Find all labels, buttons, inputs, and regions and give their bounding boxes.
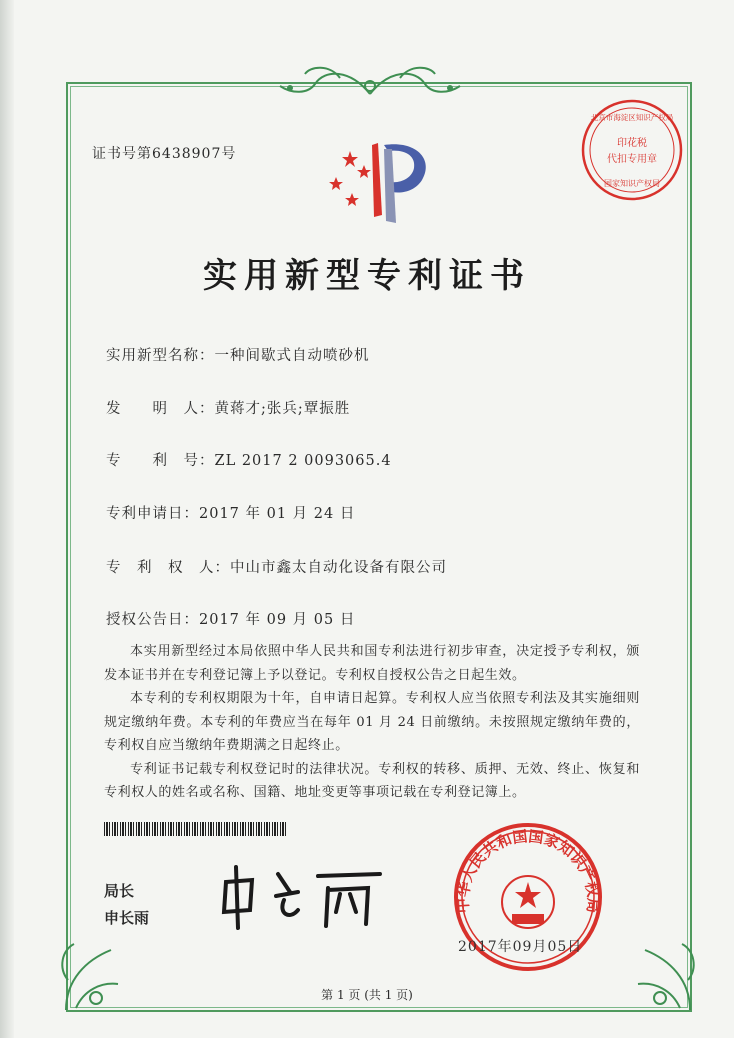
svg-text:代扣专用章: 代扣专用章 (607, 154, 657, 165)
tax-stamp-icon (580, 98, 684, 202)
field-utility-model-name: 实用新型名称：一种间歇式自动喷砂机 (106, 348, 370, 364)
field-inventor: 发 明 人：黄蒋才;张兵;覃振胜 (106, 401, 351, 417)
signature (218, 862, 388, 932)
director-name: 申长雨 (104, 909, 150, 927)
barcode (104, 822, 288, 836)
body-paragraph: 本实用新型经过本局依照中华人民共和国专利法进行初步审查，决定授予专利权，颁发本证书并在专利登记簿上予以登记。专利权自授权公告之日起生效。 (104, 644, 640, 683)
page-footer: 第 1 页 (共 1 页) (321, 988, 413, 1002)
certificate-body (104, 640, 640, 805)
seal-date: 2017年09月05日 (458, 939, 583, 955)
body-paragraph: 本专利的专利权期限为十年，自申请日起算。专利权人应当依照专利法及其实施细则规定缴纳年费。本专利的年费应当在每年 01 月 24 日前缴纳。未按照规定缴纳年费的，专利权自应当缴纳年费期满之日起终止。 (104, 691, 640, 753)
svg-text:印花税: 印花税 (617, 138, 647, 149)
field-patentee: 专 利 权 人：中山市鑫太自动化设备有限公司 (106, 560, 447, 576)
bottom-right-ornament (630, 920, 700, 1020)
svg-text:中华人民共和国国家知识产权局: 中华人民共和国国家知识产权局 (453, 827, 603, 914)
bottom-left-ornament (56, 920, 126, 1020)
page-edge (0, 0, 14, 1038)
certificate-number: 证书号第6438907号 (92, 146, 237, 162)
field-patent-number: 专 利 号：ZL 2017 2 0093065.4 (106, 453, 392, 469)
page-title: 实用新型专利证书 (203, 256, 531, 296)
svg-text:国家知识产权局: 国家知识产权局 (604, 179, 660, 188)
patent-office-logo-icon (322, 135, 437, 225)
field-grant-date: 授权公告日：2017 年 09 月 05 日 (106, 612, 356, 628)
director-title: 局长 (104, 882, 135, 900)
body-paragraph: 专利证书记载专利权登记时的法律状况。专利权的转移、质押、无效、终止、恢复和专利权人的姓名或名称、国籍、地址变更等事项记载在专利登记簿上。 (104, 761, 640, 800)
field-application-date: 专利申请日：2017 年 01 月 24 日 (106, 506, 356, 522)
top-ornament (270, 64, 470, 104)
stamp-ring-text: 北京市海淀区知识产权局 (590, 113, 674, 122)
